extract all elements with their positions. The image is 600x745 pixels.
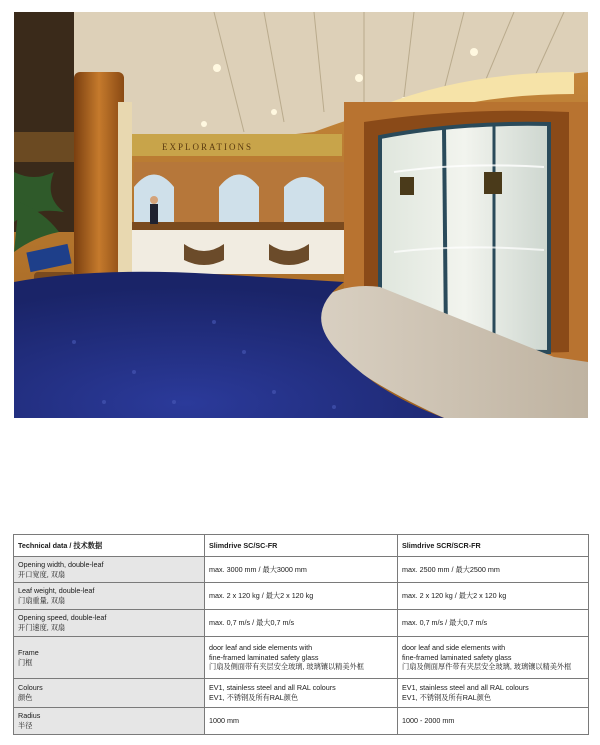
lobby-photo <box>14 12 588 418</box>
cell-line: EV1, stainless steel and all RAL colours <box>209 683 336 693</box>
cell-line: EV1, 不锈钢及所有RAL颜色 <box>402 693 492 702</box>
cell-scr <box>398 708 589 735</box>
cell-line: fine-framed laminated safety glass <box>402 652 512 662</box>
cell-line: door leaf and side elements with <box>402 642 506 652</box>
cell-scr <box>398 679 589 708</box>
row-label <box>14 637 205 679</box>
cell-sc <box>205 637 398 679</box>
row-label <box>14 583 205 610</box>
row-label <box>14 708 205 735</box>
table-row <box>14 583 589 610</box>
cell-sc <box>205 557 398 583</box>
row-label-en: Opening width, double-leaf <box>18 559 104 569</box>
header-technical-data: Technical data / 技术数据 <box>14 535 205 557</box>
table-row <box>14 708 589 735</box>
table-row <box>14 557 589 583</box>
row-label-en: Opening speed, double-leaf <box>18 613 107 623</box>
explorations-sign: EXPLORATIONS <box>162 142 254 152</box>
cell-sc <box>205 583 398 610</box>
cell-scr <box>398 557 589 583</box>
row-label-zh: 门扇重量, 双扇 <box>18 596 66 605</box>
cell-line: EV1, stainless steel and all RAL colours <box>402 683 529 693</box>
cell-line: 门扇及侧面厚件带有夹层安全玻璃, 玻璃镶以精美外框 <box>402 662 572 672</box>
cell-scr <box>398 637 589 679</box>
row-label-en: Radius <box>18 711 41 721</box>
cell-line: 门扇及侧面带有夹层安全玻璃, 玻璃镶以精美外框 <box>209 662 364 672</box>
table-row <box>14 679 589 708</box>
cell-line: max. 0,7 m/s / 最大0,7 m/s <box>209 618 295 628</box>
cell-sc <box>205 708 398 735</box>
cell-line: EV1, 不锈钢及所有RAL颜色 <box>209 693 299 702</box>
row-label-zh: 半径 <box>18 721 33 730</box>
table-row <box>14 637 589 679</box>
table-header-row <box>14 535 589 557</box>
cell-line: 1000 - 2000 mm <box>402 716 455 726</box>
row-label-en: Colours <box>18 683 43 693</box>
cell-line: door leaf and side elements with <box>209 642 313 652</box>
cell-line: max. 2500 mm / 最大2500 mm <box>402 564 500 574</box>
cell-line: max. 2 x 120 kg / 最大2 x 120 kg <box>209 591 314 601</box>
cell-scr <box>398 583 589 610</box>
cell-scr <box>398 610 589 637</box>
cell-line: max. 0,7 m/s / 最大0,7 m/s <box>402 618 488 628</box>
row-label-zh: 开门速度, 双扇 <box>18 623 66 632</box>
row-label <box>14 610 205 637</box>
header-slimdrive-sc: Slimdrive SC/SC-FR <box>205 535 398 557</box>
row-label-zh: 颜色 <box>18 693 33 702</box>
row-label-en: Leaf weight, double-leaf <box>18 586 95 596</box>
cell-sc <box>205 679 398 708</box>
table-row <box>14 610 589 637</box>
cell-line: max. 3000 mm / 最大3000 mm <box>209 564 307 574</box>
row-label-zh: 开口宽度, 双扇 <box>18 569 66 579</box>
row-label <box>14 557 205 583</box>
row-label-zh: 门框 <box>18 657 33 667</box>
cell-sc <box>205 610 398 637</box>
cell-line: fine-framed laminated safety glass <box>209 652 319 662</box>
row-label <box>14 679 205 708</box>
header-slimdrive-scr: Slimdrive SCR/SCR-FR <box>398 535 589 557</box>
row-label-en: Frame <box>18 647 39 657</box>
cell-line: max. 2 x 120 kg / 最大2 x 120 kg <box>402 591 507 601</box>
cell-line: 1000 mm <box>209 716 239 726</box>
technical-data-table <box>13 534 589 735</box>
